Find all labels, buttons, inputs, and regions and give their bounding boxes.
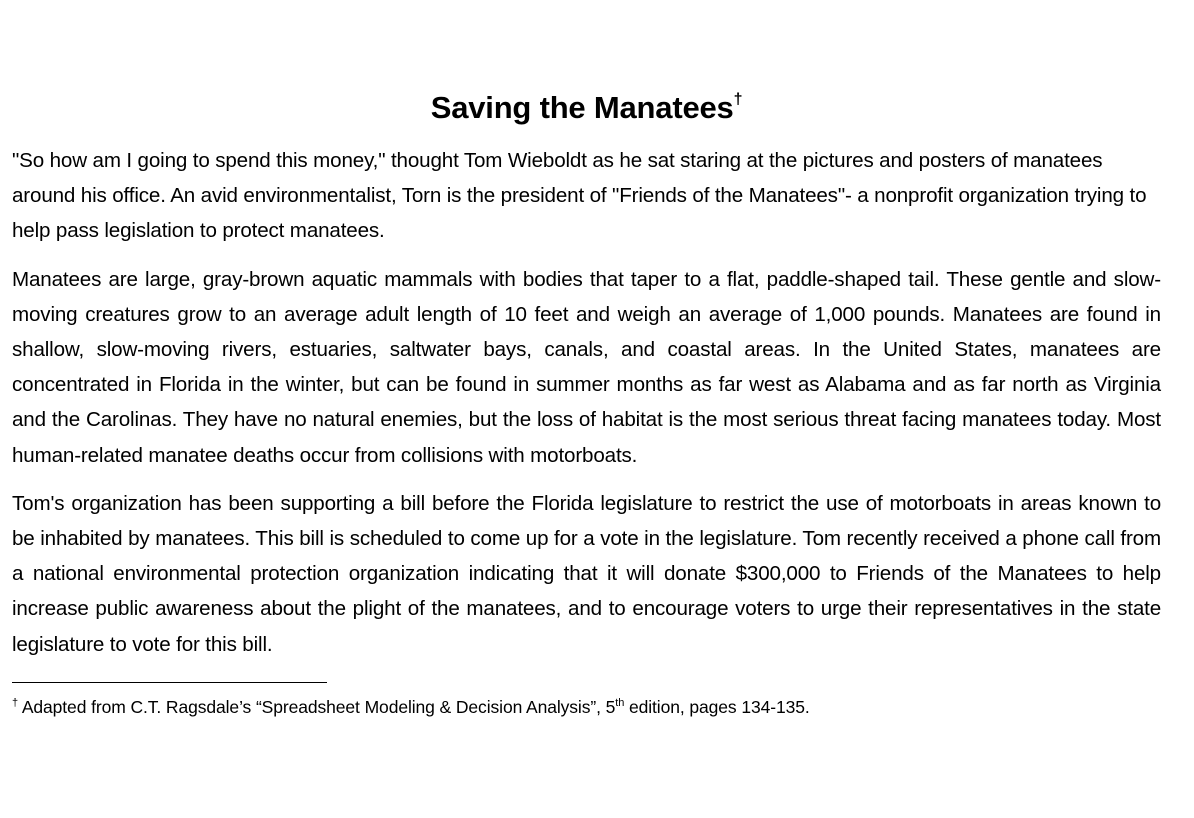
- footnote-ordinal: th: [615, 696, 625, 709]
- paragraph-manatee-description: Manatees are large, gray-brown aquatic mammals with bodies that taper to a flat, paddle-shaped tail. These gentle and slow-moving creatures grow to an average adult length of 10 feet and weigh an average of 1,000 pounds. Manatees are found in shallow, slow-moving rivers, estuaries, saltwater bays, canals, and coastal areas. In the United States, manatees are concentrated in Florida in the winter, but can be found in summer months as far west as Alabama and as far north as Virginia and the Carolinas. They have no natural enemies, but the loss of habitat is the most serious threat facing manatees today. Most human-related manatee deaths occur from collisions with motorboats.: [12, 267, 1161, 467]
- paragraph-legislation: Tom's organization has been supporting a bill before the Florida legislature to restrict the use of motorboats in areas known to be inhabited by manatees. This bill is scheduled to come up for a vote in the legislature. Tom recently received a phone call from a national environmental protection organization indicating that it will donate $300,000 to Friends of the Manatees to help increase public awareness about the plight of the manatees, and to encourage voters to urge their representatives in the state legislature to vote for this bill.: [12, 491, 1161, 656]
- footnote-text-before: Adapted from C.T. Ragsdale’s “Spreadsheet Modeling & Decision Analysis”, 5: [18, 696, 616, 717]
- title-footnote-mark: †: [733, 91, 743, 108]
- paragraph-intro: "So how am I going to spend this money," thought Tom Wieboldt as he sat staring at the pictures and posters of manatees around his office. An avid environmentalist, Torn is the president of "Friends of the Manatees"- a nonprofit organization trying to help pass legislation to protect manatees.: [12, 149, 1147, 243]
- title-text: Saving the Manatees: [430, 90, 734, 125]
- footnote: [12, 695, 1161, 722]
- footnote-text-after: edition, pages 134-135.: [624, 696, 810, 717]
- footnote-mark: †: [12, 696, 19, 709]
- document-page: [12, 0, 1161, 722]
- footnote-separator: [12, 682, 327, 683]
- document-title: [12, 88, 1161, 134]
